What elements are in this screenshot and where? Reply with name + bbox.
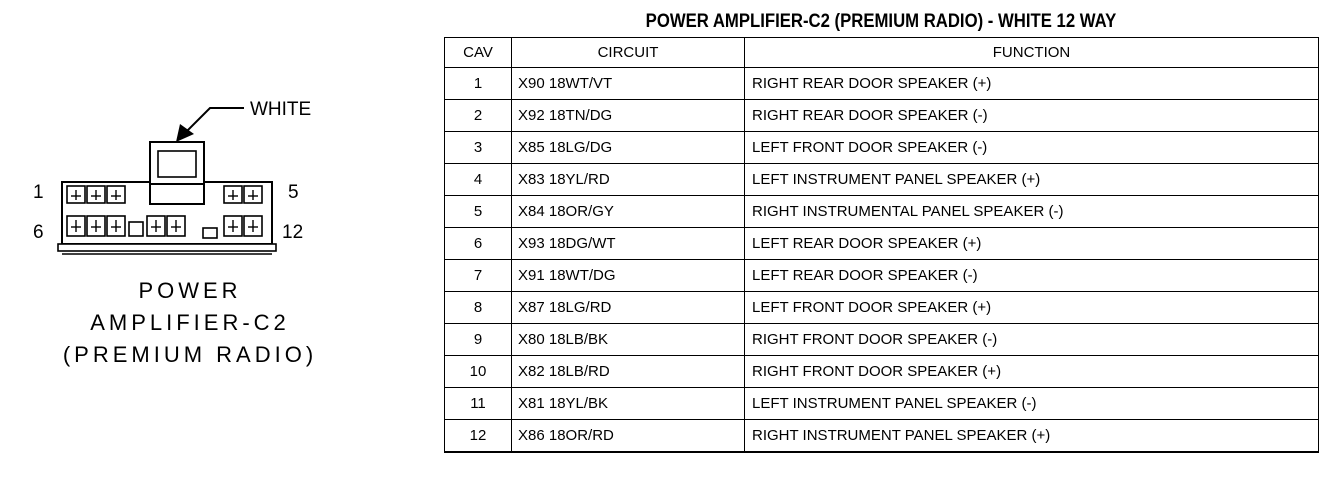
circuit-cell: X87 18LG/RD [512, 292, 745, 324]
keying-tab [203, 228, 217, 238]
function-cell: RIGHT FRONT DOOR SPEAKER (+) [745, 356, 1319, 388]
terminal [244, 216, 262, 236]
function-cell: RIGHT REAR DOOR SPEAKER (+) [745, 68, 1319, 100]
terminal [87, 186, 105, 203]
table-row [445, 420, 1319, 453]
table-title: POWER AMPLIFIER-C2 (PREMIUM RADIO) - WHITE 12 WAY [645, 11, 1117, 32]
circuit-cell: X90 18WT/VT [512, 68, 745, 100]
table-row [445, 356, 1319, 388]
cav-cell: 5 [445, 196, 512, 228]
table-row [445, 260, 1319, 292]
terminal [224, 186, 242, 203]
pin-label-6: 6 [33, 222, 44, 243]
terminal [107, 216, 125, 236]
circuit-cell: X80 18LB/BK [512, 324, 745, 356]
circuit-cell: X83 18YL/RD [512, 164, 745, 196]
connector-illustration [0, 0, 420, 486]
terminal [67, 216, 85, 236]
function-cell: LEFT INSTRUMENT PANEL SPEAKER (+) [745, 164, 1319, 196]
circuit-cell: X85 18LG/DG [512, 132, 745, 164]
cav-cell: 3 [445, 132, 512, 164]
cav-cell: 1 [445, 68, 512, 100]
cav-cell: 4 [445, 164, 512, 196]
circuit-cell: X82 18LB/RD [512, 356, 745, 388]
column-header-cav: CAV [445, 38, 512, 68]
cav-cell: 2 [445, 100, 512, 132]
table-row [445, 292, 1319, 324]
connector-diagram [0, 0, 420, 486]
terminal [87, 216, 105, 236]
pin-label-5: 5 [288, 182, 299, 203]
pin-label-12: 12 [282, 222, 304, 243]
color-indicator-arrow [176, 108, 244, 142]
function-cell: RIGHT INSTRUMENT PANEL SPEAKER (+) [745, 420, 1319, 453]
terminal-row-bottom [67, 216, 262, 238]
table-row [445, 324, 1319, 356]
table-row [445, 132, 1319, 164]
terminal [167, 216, 185, 236]
terminal [67, 186, 85, 203]
terminal [147, 216, 165, 236]
table-row [445, 68, 1319, 100]
terminal [244, 186, 262, 203]
terminal [107, 186, 125, 203]
cav-cell: 10 [445, 356, 512, 388]
connector-caption-line-1: POWER [138, 278, 242, 303]
column-header-function: FUNCTION [745, 38, 1319, 68]
function-cell: RIGHT FRONT DOOR SPEAKER (-) [745, 324, 1319, 356]
cav-cell: 11 [445, 388, 512, 420]
connector-latch [150, 142, 204, 184]
function-cell: LEFT FRONT DOOR SPEAKER (-) [745, 132, 1319, 164]
circuit-cell: X93 18DG/WT [512, 228, 745, 260]
circuit-cell: X92 18TN/DG [512, 100, 745, 132]
function-cell: LEFT INSTRUMENT PANEL SPEAKER (-) [745, 388, 1319, 420]
column-header-circuit: CIRCUIT [512, 38, 745, 68]
table-row [445, 100, 1319, 132]
table-row [445, 228, 1319, 260]
table-header-row [445, 38, 1319, 68]
circuit-cell: X81 18YL/BK [512, 388, 745, 420]
connector-color-label: WHITE [250, 99, 312, 120]
table-row [445, 388, 1319, 420]
circuit-cell: X86 18OR/RD [512, 420, 745, 453]
cav-cell: 7 [445, 260, 512, 292]
table-row [445, 196, 1319, 228]
circuit-cell: X84 18OR/GY [512, 196, 745, 228]
function-cell: LEFT FRONT DOOR SPEAKER (+) [745, 292, 1319, 324]
cav-cell: 6 [445, 228, 512, 260]
cav-cell: 12 [445, 420, 512, 453]
function-cell: RIGHT INSTRUMENTAL PANEL SPEAKER (-) [745, 196, 1319, 228]
circuit-cell: X91 18WT/DG [512, 260, 745, 292]
cav-cell: 9 [445, 324, 512, 356]
cav-cell: 8 [445, 292, 512, 324]
keying-tab [129, 222, 143, 236]
pin-label-1: 1 [33, 182, 44, 203]
function-cell: LEFT REAR DOOR SPEAKER (-) [745, 260, 1319, 292]
terminal [224, 216, 242, 236]
pinout-table [444, 37, 1319, 453]
connector-caption-line-3: (PREMIUM RADIO) [62, 342, 318, 367]
table-row [445, 164, 1319, 196]
connector-caption-line-2: AMPLIFIER-C2 [90, 310, 290, 335]
function-cell: RIGHT REAR DOOR SPEAKER (-) [745, 100, 1319, 132]
function-cell: LEFT REAR DOOR SPEAKER (+) [745, 228, 1319, 260]
terminal-row-top [67, 186, 262, 203]
